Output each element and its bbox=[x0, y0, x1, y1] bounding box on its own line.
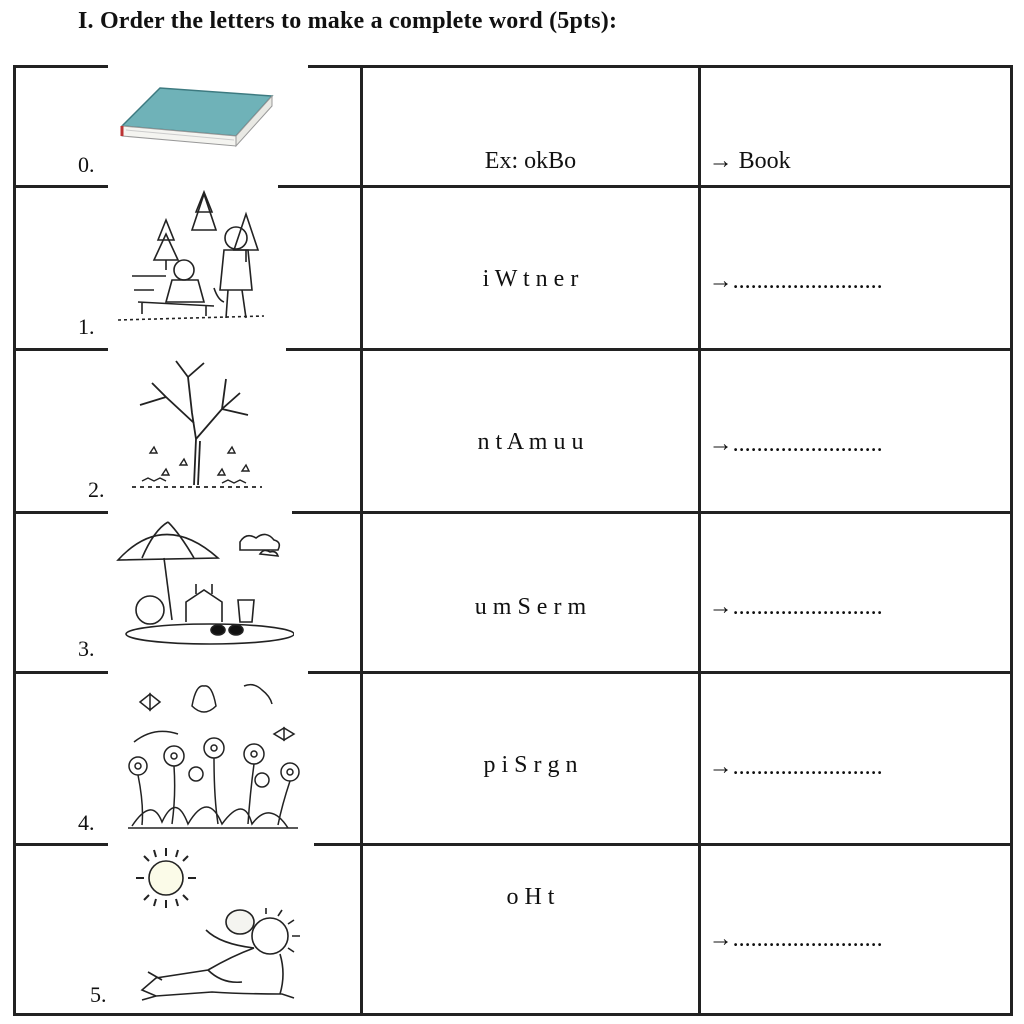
answer-blank[interactable]: →......................... bbox=[708, 594, 883, 620]
scrambled-word: Ex: okBo bbox=[484, 148, 577, 174]
table-row bbox=[15, 513, 1012, 673]
answer-blank[interactable]: →......................... bbox=[708, 926, 883, 952]
hot-sun-icon bbox=[122, 844, 312, 1009]
scrambled-word: n t A m u u bbox=[477, 429, 584, 455]
spring-flowers-icon bbox=[114, 676, 304, 836]
table-row bbox=[15, 350, 1012, 513]
scrambled-cell bbox=[362, 350, 699, 513]
answer-blank[interactable]: →......................... bbox=[708, 268, 883, 294]
winter-sledding-icon bbox=[114, 190, 274, 330]
picture-cell bbox=[15, 513, 362, 673]
scrambled-word: o H t bbox=[506, 884, 555, 910]
table-row bbox=[15, 673, 1012, 845]
row-number: 5. bbox=[90, 982, 107, 1007]
answer-cell bbox=[699, 845, 1011, 1015]
picture-cell bbox=[15, 187, 362, 350]
scrambled-cell bbox=[362, 187, 699, 350]
scrambled-cell bbox=[362, 513, 699, 673]
scrambled-word: i W t n e r bbox=[482, 266, 579, 292]
scrambled-word: u m S e r m bbox=[474, 594, 587, 620]
scrambled-word: p i S r g n bbox=[483, 752, 578, 778]
answer-cell bbox=[699, 673, 1011, 845]
exercise-title: I. Order the letters to make a complete word (5pts): bbox=[78, 8, 618, 34]
picture-cell bbox=[15, 845, 362, 1015]
picture-cell bbox=[15, 67, 362, 187]
answer-cell bbox=[699, 187, 1011, 350]
answer-blank[interactable]: →......................... bbox=[708, 431, 883, 457]
answer-cell bbox=[699, 513, 1011, 673]
row-number: 1. bbox=[78, 314, 95, 339]
exercise-table bbox=[13, 65, 1013, 1016]
summer-beach-icon bbox=[114, 520, 294, 650]
row-number: 0. bbox=[78, 152, 95, 177]
answer-cell bbox=[699, 350, 1011, 513]
table-row bbox=[15, 187, 1012, 350]
picture-cell bbox=[15, 350, 362, 513]
autumn-tree-icon bbox=[122, 353, 272, 498]
picture-cell bbox=[15, 673, 362, 845]
answer-cell bbox=[699, 67, 1011, 187]
table-row bbox=[15, 67, 1012, 187]
table-row bbox=[15, 845, 1012, 1015]
row-number: 2. bbox=[88, 477, 105, 502]
scrambled-cell bbox=[362, 673, 699, 845]
scrambled-cell bbox=[362, 845, 699, 1015]
answer-text: → Book bbox=[708, 148, 791, 174]
book-icon bbox=[114, 74, 284, 164]
row-number: 4. bbox=[78, 810, 95, 835]
answer-blank[interactable]: →......................... bbox=[708, 754, 883, 780]
row-number: 3. bbox=[78, 636, 95, 661]
scrambled-cell bbox=[362, 67, 699, 187]
